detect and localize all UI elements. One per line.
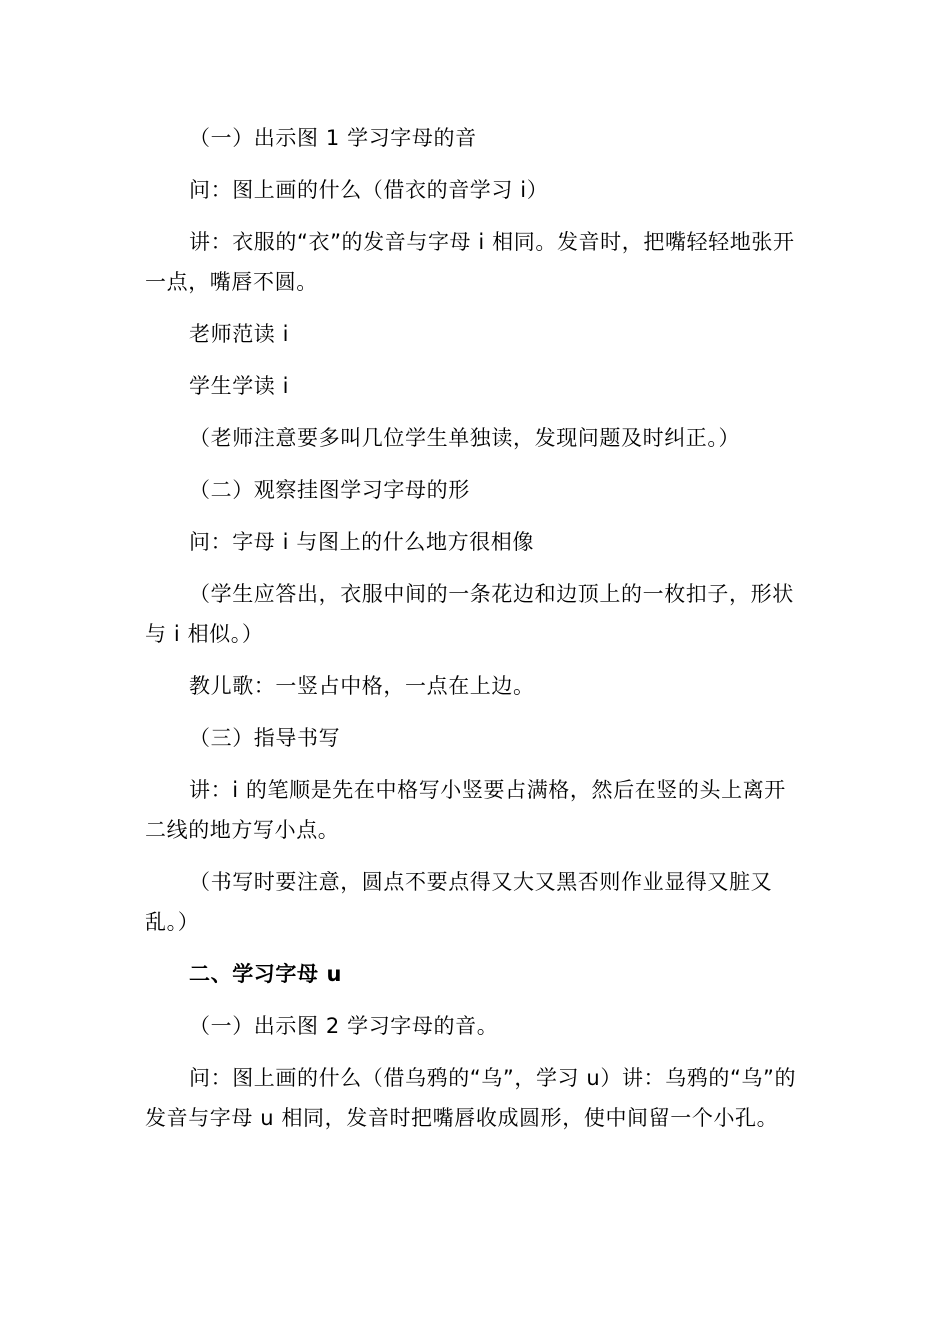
paragraph-11: （三）指导书写 bbox=[189, 726, 341, 750]
paragraph-1: （一）出示图 1 学习字母的音 bbox=[189, 126, 477, 150]
paragraph-10: 教儿歌：一竖占中格，一点在上边。 bbox=[189, 674, 535, 698]
document-body bbox=[145, 118, 807, 1150]
paragraph-7: （二）观察挂图学习字母的形 bbox=[189, 478, 470, 502]
paragraph-12: 讲：i 的笔顺是先在中格写小竖要占满格，然后在竖的头上离开二线的地方写小点。 bbox=[145, 778, 786, 842]
paragraph-6: （老师注意要多叫几位学生单独读，发现问题及时纠正。） bbox=[189, 426, 741, 450]
paragraph-2: 问：图上画的什么（借衣的音学习 i） bbox=[189, 178, 549, 202]
paragraph-16: 问：图上画的什么（借乌鸦的“乌”，学习 u）讲：乌鸦的“乌”的发音与字母 u 相同，发音时把嘴唇收成圆形，使中间留一个小孔。 bbox=[145, 1066, 797, 1130]
paragraph-15: （一）出示图 2 学习字母的音。 bbox=[189, 1014, 499, 1038]
paragraph-5: 学生学读 i bbox=[189, 374, 290, 398]
paragraph-9: （学生应答出，衣服中间的一条花边和边顶上的一枚扣子，形状与 i 相似。） bbox=[145, 582, 794, 646]
section-heading: 二、学习字母 u bbox=[189, 962, 343, 986]
paragraph-13: （书写时要注意，圆点不要点得又大又黑否则作业显得又脏又乱。） bbox=[145, 870, 773, 934]
paragraph-8: 问：字母 i 与图上的什么地方很相像 bbox=[189, 530, 534, 554]
paragraph-3: 讲：衣服的“衣”的发音与字母 i 相同。发音时，把嘴轻轻地张开一点，嘴唇不圆。 bbox=[145, 230, 795, 294]
paragraph-4: 老师范读 i bbox=[189, 322, 290, 346]
